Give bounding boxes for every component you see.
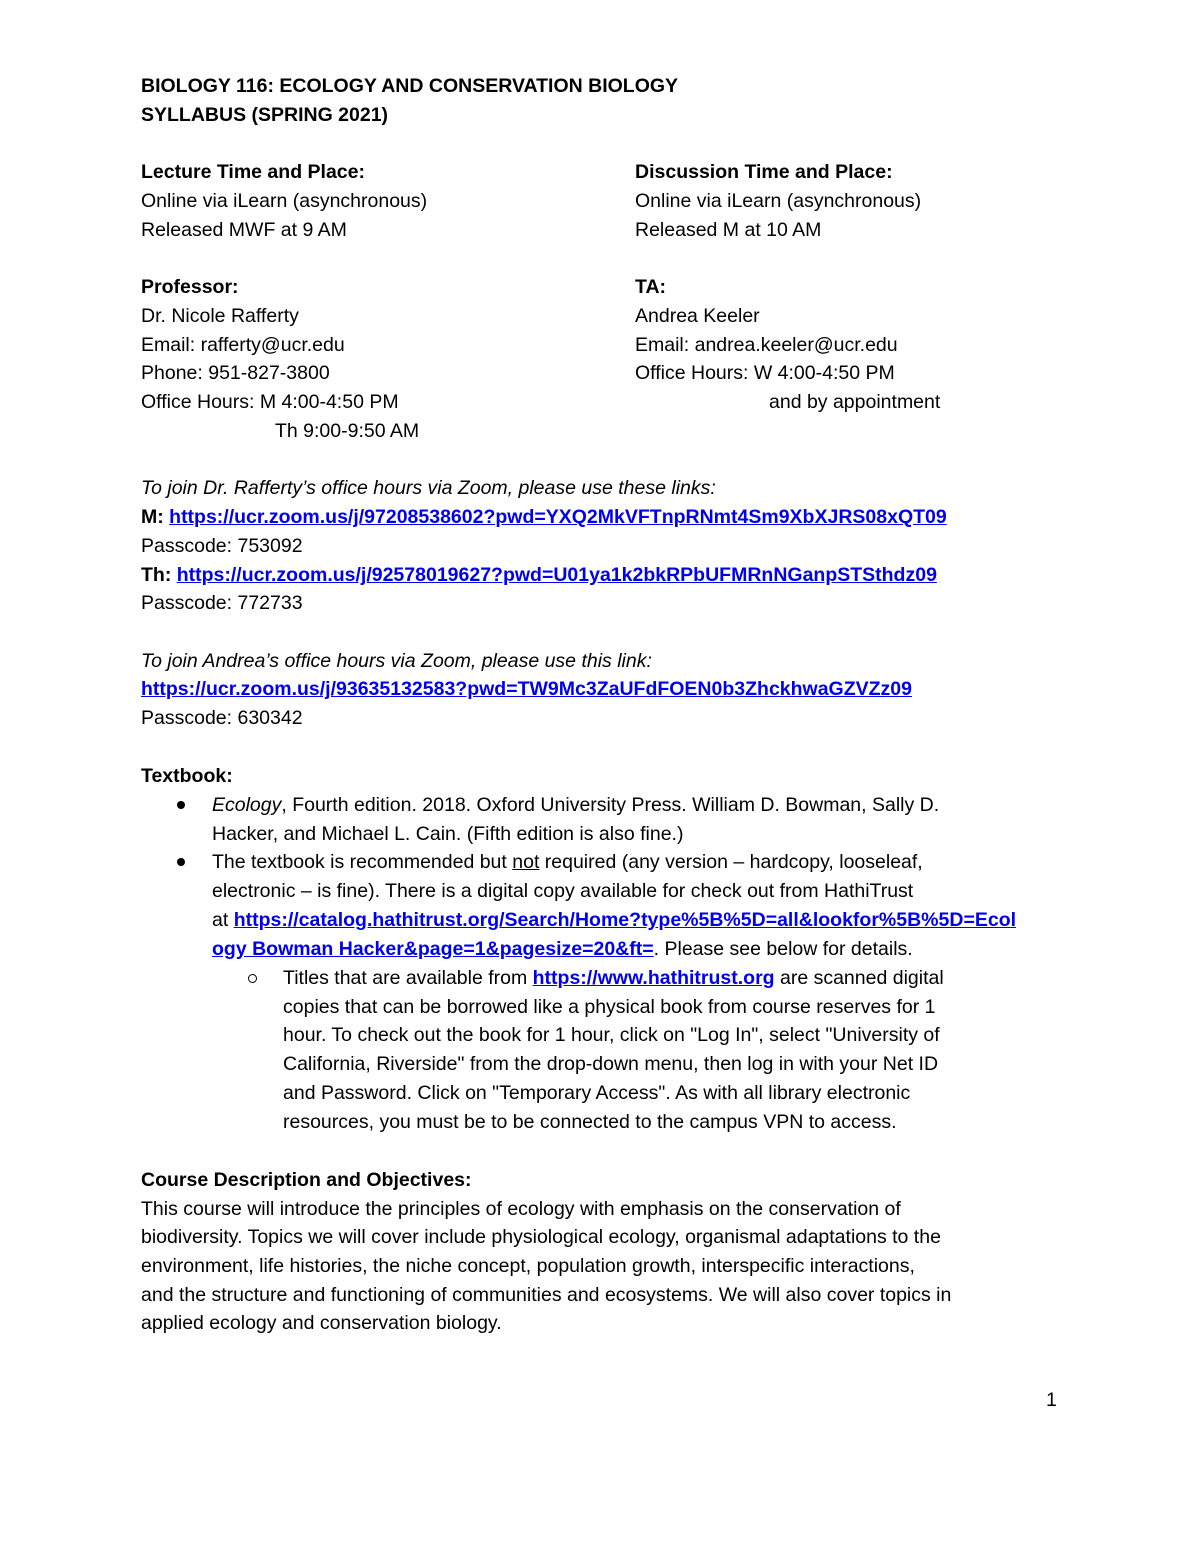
textbook-item-2-text-end: required (any version – hardcopy, looseleaf, (539, 851, 923, 873)
hathitrust-info-4: California, Riverside" from the drop-down menu, then log in with your Net ID (283, 1053, 939, 1075)
ta-name: Andrea Keeler (635, 305, 760, 327)
ta-passcode: Passcode: 630342 (141, 707, 303, 729)
hathitrust-info-2: copies that can be borrowed like a physical book from course reserves for 1 (283, 996, 936, 1018)
bullet-icon (177, 858, 185, 866)
course-description-line: and the structure and functioning of communities and ecosystems. We will also cover topics in (141, 1284, 952, 1306)
hathitrust-link[interactable]: https://www.hathitrust.org (532, 967, 775, 989)
course-description-line: This course will introduce the principles of ecology with emphasis on the conservation of (141, 1198, 901, 1220)
lecture-release: Released MWF at 9 AM (141, 219, 347, 241)
hathitrust-info-5: and Password. Click on "Temporary Access". As with all library electronic (283, 1082, 911, 1104)
professor-heading: Professor: (141, 276, 239, 298)
professor-phone: Phone: 951-827-3800 (141, 362, 330, 384)
monday-zoom-link[interactable]: https://ucr.zoom.us/j/97208538602?pwd=YXQ2MkVFTnpRNmt4Sm9XbXJRS08xQT09 (169, 506, 947, 528)
textbook-item-2 (212, 848, 923, 876)
textbook-item-2-text: The textbook is recommended but (212, 851, 513, 873)
lecture-heading: Lecture Time and Place: (141, 161, 365, 183)
page-number: 1 (1046, 1389, 1057, 1411)
textbook-details: , Fourth edition. 2018. Oxford University Press. William D. Bowman, Sally D. (281, 794, 940, 816)
thursday-passcode: Passcode: 772733 (141, 592, 303, 614)
hathitrust-info-text: Titles that are available from (283, 967, 533, 989)
course-description-line: environment, life histories, the niche concept, population growth, interspecific interactions, (141, 1255, 915, 1277)
circle-bullet-icon (248, 974, 257, 983)
document-title: BIOLOGY 116: ECOLOGY AND CONSERVATION BIOLOGY (141, 75, 679, 97)
discussion-location: Online via iLearn (asynchronous) (635, 190, 922, 212)
course-description-line: biodiversity. Topics we will cover include physiological ecology, organismal adaptations to the (141, 1226, 941, 1248)
hathitrust-catalog-line (212, 906, 1016, 934)
see-below-text: . Please see below for details. (653, 938, 913, 960)
thursday-label: Th: (141, 564, 177, 586)
professor-office-hours-2: Th 9:00-9:50 AM (275, 420, 420, 442)
discussion-release: Released M at 10 AM (635, 219, 822, 241)
monday-label: M: (141, 506, 170, 528)
hathitrust-info-6: resources, you must be to be connected to the campus VPN to access. (283, 1111, 897, 1133)
textbook-title: Ecology (212, 794, 282, 816)
textbook-item-2-cont: electronic – is fine). There is a digital copy available for check out from HathiTrust (212, 880, 914, 902)
monday-passcode: Passcode: 753092 (141, 535, 303, 557)
not-emphasis: not (512, 851, 540, 873)
ta-office-hours: Office Hours: W 4:00-4:50 PM (635, 362, 895, 384)
ta-zoom-link-line (141, 675, 912, 703)
professor-name: Dr. Nicole Rafferty (141, 305, 299, 327)
bullet-icon (177, 801, 185, 809)
hathitrust-catalog-link-cont[interactable]: ogy Bowman Hacker&page=1&pagesize=20&ft= (212, 938, 654, 960)
document-subtitle: SYLLABUS (SPRING 2021) (141, 104, 389, 126)
ta-zoom-link[interactable]: https://ucr.zoom.us/j/93635132583?pwd=TW9Mc3ZaUFdFOEN0b3ZhckhwaGZVZz09 (141, 678, 912, 700)
course-description-heading: Course Description and Objectives: (141, 1169, 472, 1191)
professor-office-hours: Office Hours: M 4:00-4:50 PM (141, 391, 399, 413)
hathitrust-info-text-end: are scanned digital (774, 967, 944, 989)
prof-zoom-thursday (141, 561, 937, 589)
hathitrust-catalog-line-2 (212, 935, 913, 963)
ta-zoom-intro: To join Andrea’s office hours via Zoom, please use this link: (141, 650, 652, 672)
course-description-line: applied ecology and conservation biology. (141, 1312, 502, 1334)
textbook-heading: Textbook: (141, 765, 233, 787)
textbook-item-1-cont: Hacker, and Michael L. Cain. (Fifth edition is also fine.) (212, 823, 684, 845)
textbook-item-1 (212, 791, 939, 819)
lecture-location: Online via iLearn (asynchronous) (141, 190, 428, 212)
prof-zoom-intro: To join Dr. Rafferty’s office hours via Zoom, please use these links: (141, 477, 716, 499)
professor-email: Email: rafferty@ucr.edu (141, 334, 345, 356)
ta-office-hours-2: and by appointment (769, 391, 941, 413)
hathitrust-info-3: hour. To check out the book for 1 hour, click on "Log In", select "University of (283, 1024, 940, 1046)
thursday-zoom-link[interactable]: https://ucr.zoom.us/j/92578019627?pwd=U01ya1k2bkRPbUFMRnNGanpSTSthdz09 (176, 564, 937, 586)
hathitrust-catalog-link[interactable]: https://catalog.hathitrust.org/Search/Home?type%5B%5D=all&lookfor%5B%5D=Ecol (233, 909, 1017, 931)
ta-email: Email: andrea.keeler@ucr.edu (635, 334, 898, 356)
ta-heading: TA: (635, 276, 667, 298)
at-text: at (212, 909, 234, 931)
hathitrust-info-1 (283, 964, 944, 992)
prof-zoom-monday (141, 503, 947, 531)
discussion-heading: Discussion Time and Place: (635, 161, 893, 183)
